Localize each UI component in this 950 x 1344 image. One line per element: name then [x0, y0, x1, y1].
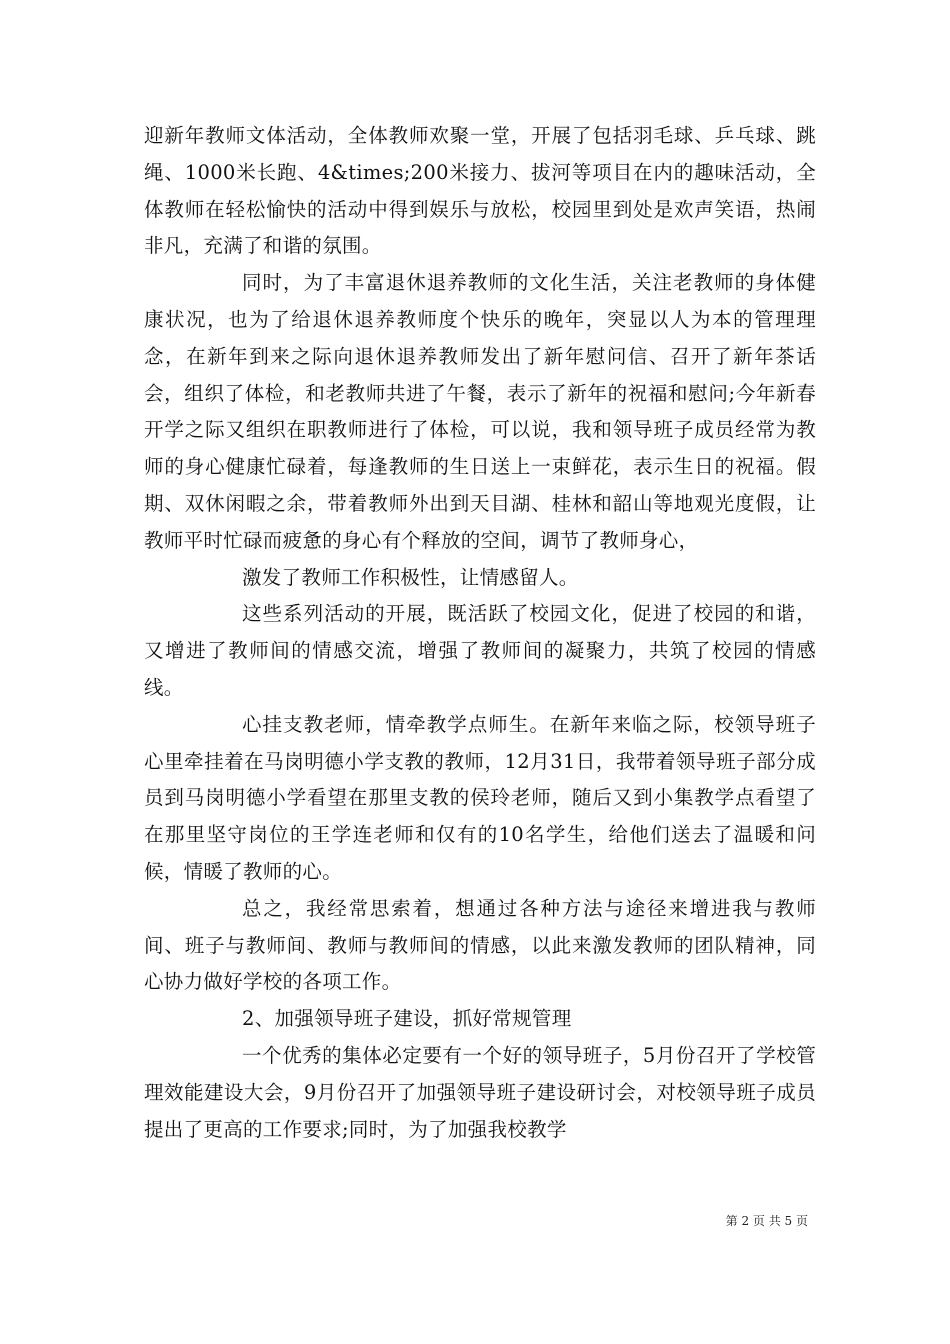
section-heading-leadership: 2、加强领导班子建设，抓好常规管理: [242, 1007, 572, 1031]
paragraph-motivation: 激发了教师工作积极性，让情感留人。: [242, 565, 579, 589]
paragraph-leadership-team: 一个优秀的集体必定要有一个好的领导班子，5月份召开了学校管理效能建设大会，9月份召开了加强领导班子建设研讨会，对校领导班子成员提出了更高的工作要求;同时，为了加强我校教学: [144, 1043, 816, 1141]
document-body: [144, 118, 816, 1148]
paragraph-support-teachers: 心挂支教老师，情牵教学点师生。在新年来临之际，校领导班子心里牵挂着在马岗明德小学支教的教师，12月31日，我带着领导班子部分成员到马岗明德小学看望在那里支教的侯玲老师，随后又到小集教学点看望了在那里坚守岗位的王学连老师和仅有的10名学生，给他们送去了温暖和问候，情暖了教师的心。: [144, 712, 816, 883]
paragraph-retired-teachers: 同时，为了丰富退休退养教师的文化生活，关注老教师的身体健康状况，也为了给退休退养教师度个快乐的晚年，突显以人为本的管理理念，在新年到来之际向退休退养教师发出了新年慰问信、召开了新年茶话会，组织了体检，和老教师共进了午餐，表示了新年的祝福和慰问;今年新春开学之际又组织在职教师进行了体检，可以说，我和领导班子成员经常为教师的身心健康忙碌着，每逢教师的生日送上一束鲜花，表示生日的祝福。假期、双休闲暇之余，带着教师外出到天目湖、桂林和韶山等地观光度假，让教师平时忙碌而疲惫的身心有个释放的空间，调节了教师身心，: [144, 271, 816, 552]
paragraph-new-year-activities: 迎新年教师文体活动，全体教师欢聚一堂，开展了包括羽毛球、乒乓球、跳绳、1000米长跑、4&times;200米接力、拔河等项目在内的趣味活动，全体教师在轻松愉快的活动中得到娱乐与放松，校园里到处是欢声笑语，热闹非凡，充满了和谐的氛围。: [144, 124, 816, 258]
page-number-footer: 第 2 页 共 5 页: [725, 1214, 808, 1228]
paragraph-summary: 总之，我经常思索着，想通过各种方法与途径来增进我与教师间、班子与教师间、教师与教师间的情感，以此来激发教师的团队精神，同心协力做好学校的各项工作。: [144, 896, 816, 994]
paragraph-campus-harmony: 这些系列活动的开展，既活跃了校园文化，促进了校园的和谐，又增进了教师间的情感交流，增强了教师间的凝聚力，共筑了校园的情感线。: [144, 602, 816, 699]
